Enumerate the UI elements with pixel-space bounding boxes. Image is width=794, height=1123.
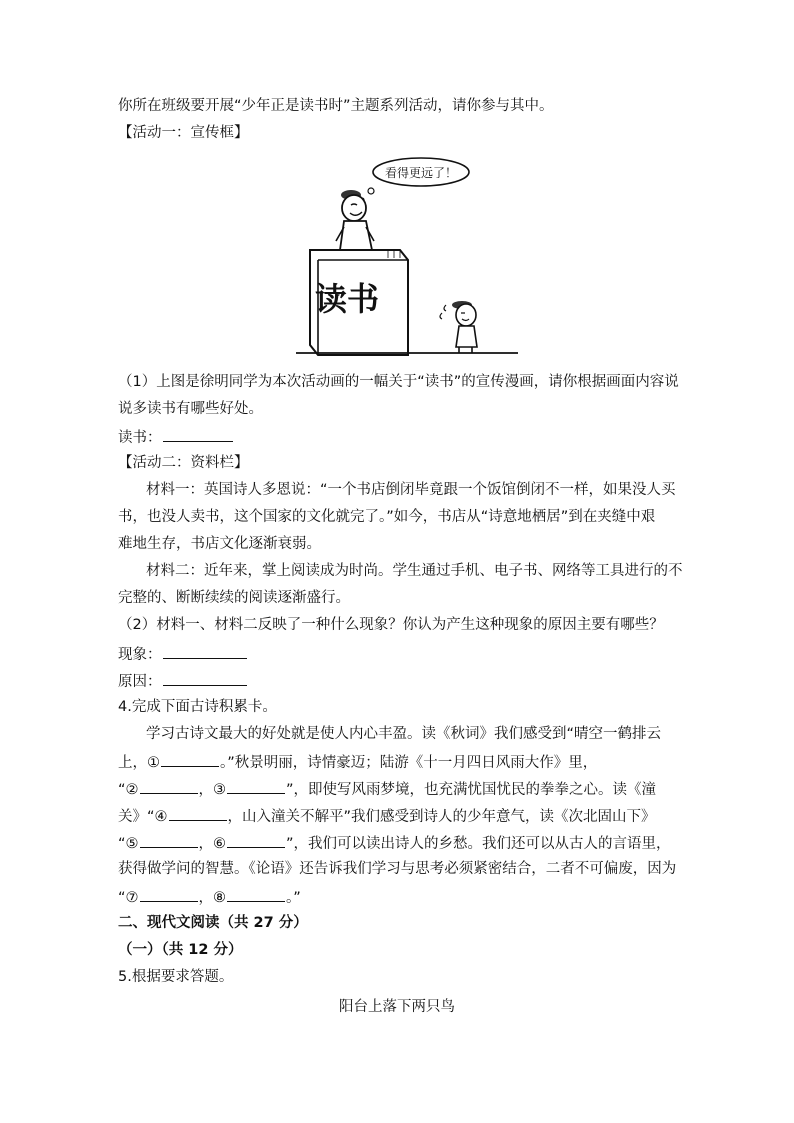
book-title: 读书 — [314, 280, 380, 318]
q4-text-segment: 关》“④ — [118, 809, 168, 825]
blank-3[interactable] — [227, 778, 285, 794]
boy-head — [342, 195, 366, 221]
reason-blank[interactable] — [163, 670, 247, 686]
q4-text-segment: “⑦ — [118, 890, 139, 906]
material1-line2: 书，也没人卖书，这个国家的文化就完了。”如今，书店从“诗意地栖居”到在夹缝中艰 — [118, 509, 656, 525]
q4-line6: 获得做学问的智慧。《论语》还告诉我们学习与思考必须紧密结合，二者不可偏废，因为 — [118, 861, 677, 877]
blank-8[interactable] — [227, 886, 285, 902]
phenomenon-row — [118, 643, 248, 665]
q4-text-segment: 上，① — [118, 755, 160, 771]
reading-cartoon-image — [296, 155, 518, 360]
reason-row — [118, 670, 248, 692]
reason-label: 原因： — [118, 674, 162, 690]
q4-text-segment: 。” — [286, 890, 301, 906]
q4-line1: 学习古诗文最大的好处就是使人内心丰盈。读《秋词》我们感受到“晴空一鹤排云 — [146, 726, 662, 742]
material1-line3: 难地生存，书店文化逐渐衰弱。 — [118, 536, 321, 552]
boy-body — [340, 221, 372, 250]
q4-text-segment: ，③ — [198, 782, 227, 798]
section2-heading: 二、现代文阅读（共 27 分） — [118, 915, 308, 931]
activity1-heading: 【活动一：宣传框】 — [118, 125, 249, 141]
q4-text-segment: ，⑥ — [198, 836, 227, 852]
material2-line1: 材料二：近年来，掌上阅读成为时尚。学生通过手机、电子书、网络等工具进行的不 — [146, 563, 683, 579]
blank-5[interactable] — [140, 832, 198, 848]
q4-text-segment: ”，即使写风雨梦境，也充满忧国忧民的拳拳之心。读《潼 — [286, 782, 657, 798]
small-boy-body — [456, 326, 477, 347]
material1-line1: 材料一：英国诗人多恩说：“一个书店倒闭毕竟跟一个饭馆倒闭不一样，如果没人买 — [146, 482, 676, 498]
q4-text-segment: “② — [118, 782, 139, 798]
q4-text-segment: ，⑧ — [198, 890, 227, 906]
small-boy-head — [456, 304, 476, 326]
q5-heading: 5.根据要求答题。 — [118, 969, 234, 985]
q4-heading: 4.完成下面古诗积累卡。 — [118, 699, 277, 715]
q1-answer-row — [118, 426, 234, 448]
blank-7[interactable] — [140, 886, 198, 902]
q4-text-segment: “⑤ — [118, 836, 139, 852]
q4-line5 — [118, 832, 671, 854]
article-title: 阳台上落下两只鸟 — [339, 999, 455, 1015]
q4-text-segment: ”，我们可以读出诗人的乡愁。我们还可以从古人的言语里， — [286, 836, 671, 852]
blank-1[interactable] — [161, 751, 219, 767]
q1-answer-blank[interactable] — [163, 426, 233, 442]
phenomenon-label: 现象： — [118, 647, 162, 663]
q1-line1: （1）上图是徐明同学为本次活动画的一幅关于“读书”的宣传漫画，请你根据画面内容说 — [118, 374, 679, 390]
intro-text: 你所在班级要开展“少年正是读书时”主题系列活动，请你参与其中。 — [118, 98, 554, 114]
blank-6[interactable] — [227, 832, 285, 848]
q4-line7 — [118, 886, 301, 908]
activity2-heading: 【活动二：资料栏】 — [118, 455, 249, 471]
q2-text: （2）材料一、材料二反映了一种什么现象？你认为产生这种现象的原因主要有哪些？ — [118, 617, 664, 633]
q1-answer-label: 读书： — [118, 430, 162, 446]
speech-text: 看得更远了！ — [384, 166, 458, 180]
q4-line2 — [118, 751, 597, 773]
q4-line3 — [118, 778, 656, 800]
q1-line2: 说多读书有哪些好处。 — [118, 401, 263, 417]
part1-heading: （一）（共 12 分） — [118, 942, 243, 958]
phenomenon-blank[interactable] — [163, 643, 247, 659]
q4-text-segment: ，山入潼关不解平”我们感受到诗人的少年意气，读《次北固山下》 — [227, 809, 656, 825]
q4-line4 — [118, 805, 656, 827]
q4-text-segment: 。”秋景明丽，诗情豪迈；陆游《十一月四日风雨大作》里， — [220, 755, 598, 771]
material2-line2: 完整的、断断续续的阅读逐渐盛行。 — [118, 590, 350, 606]
blank-2[interactable] — [140, 778, 198, 794]
blank-4[interactable] — [169, 805, 227, 821]
